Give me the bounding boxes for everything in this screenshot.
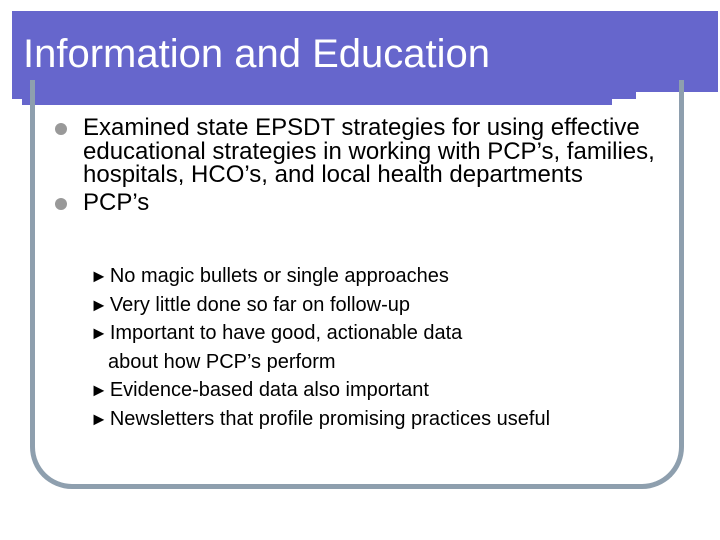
bullet-list — [55, 116, 695, 214]
arrow-right-icon: ► — [90, 380, 108, 400]
sub-bullet-text: Very little done so far on follow-up — [109, 293, 410, 316]
bullet-dot-icon — [55, 198, 67, 210]
arrow-right-icon: ► — [90, 294, 108, 315]
sub-bullet-item — [90, 405, 690, 434]
sub-bullet-text: Important to have good, actionable data — [109, 322, 463, 344]
arrow-right-icon: ► — [90, 323, 108, 343]
slide-title: Information and Education — [23, 32, 490, 76]
sub-bullet-text: Newsletters that profile promising practices useful — [109, 407, 551, 430]
sub-bullet-item — [90, 319, 690, 376]
sub-bullet-text: No magic bullets or single approaches — [109, 265, 449, 287]
bullet-item — [55, 188, 695, 216]
bullet-dot-icon — [55, 123, 67, 135]
bullet-text: PCP’s — [83, 188, 150, 216]
arrow-right-icon: ► — [90, 266, 108, 286]
sub-bullet-item — [90, 376, 690, 405]
sub-bullet-text: Evidence-based data also important — [109, 379, 429, 401]
sub-bullet-list — [90, 262, 690, 433]
arrow-right-icon: ► — [90, 408, 108, 429]
sub-bullet-continuation: about how PCP’s perform — [108, 350, 336, 373]
sub-bullet-item — [90, 262, 690, 291]
bullet-item — [55, 116, 695, 187]
bullet-text: Examined state EPSDT strategies for using effective educational strategies in working with PCP’s, families, hospitals, HCO’s, and local health departments — [83, 114, 655, 188]
sub-bullet-item — [90, 291, 690, 320]
